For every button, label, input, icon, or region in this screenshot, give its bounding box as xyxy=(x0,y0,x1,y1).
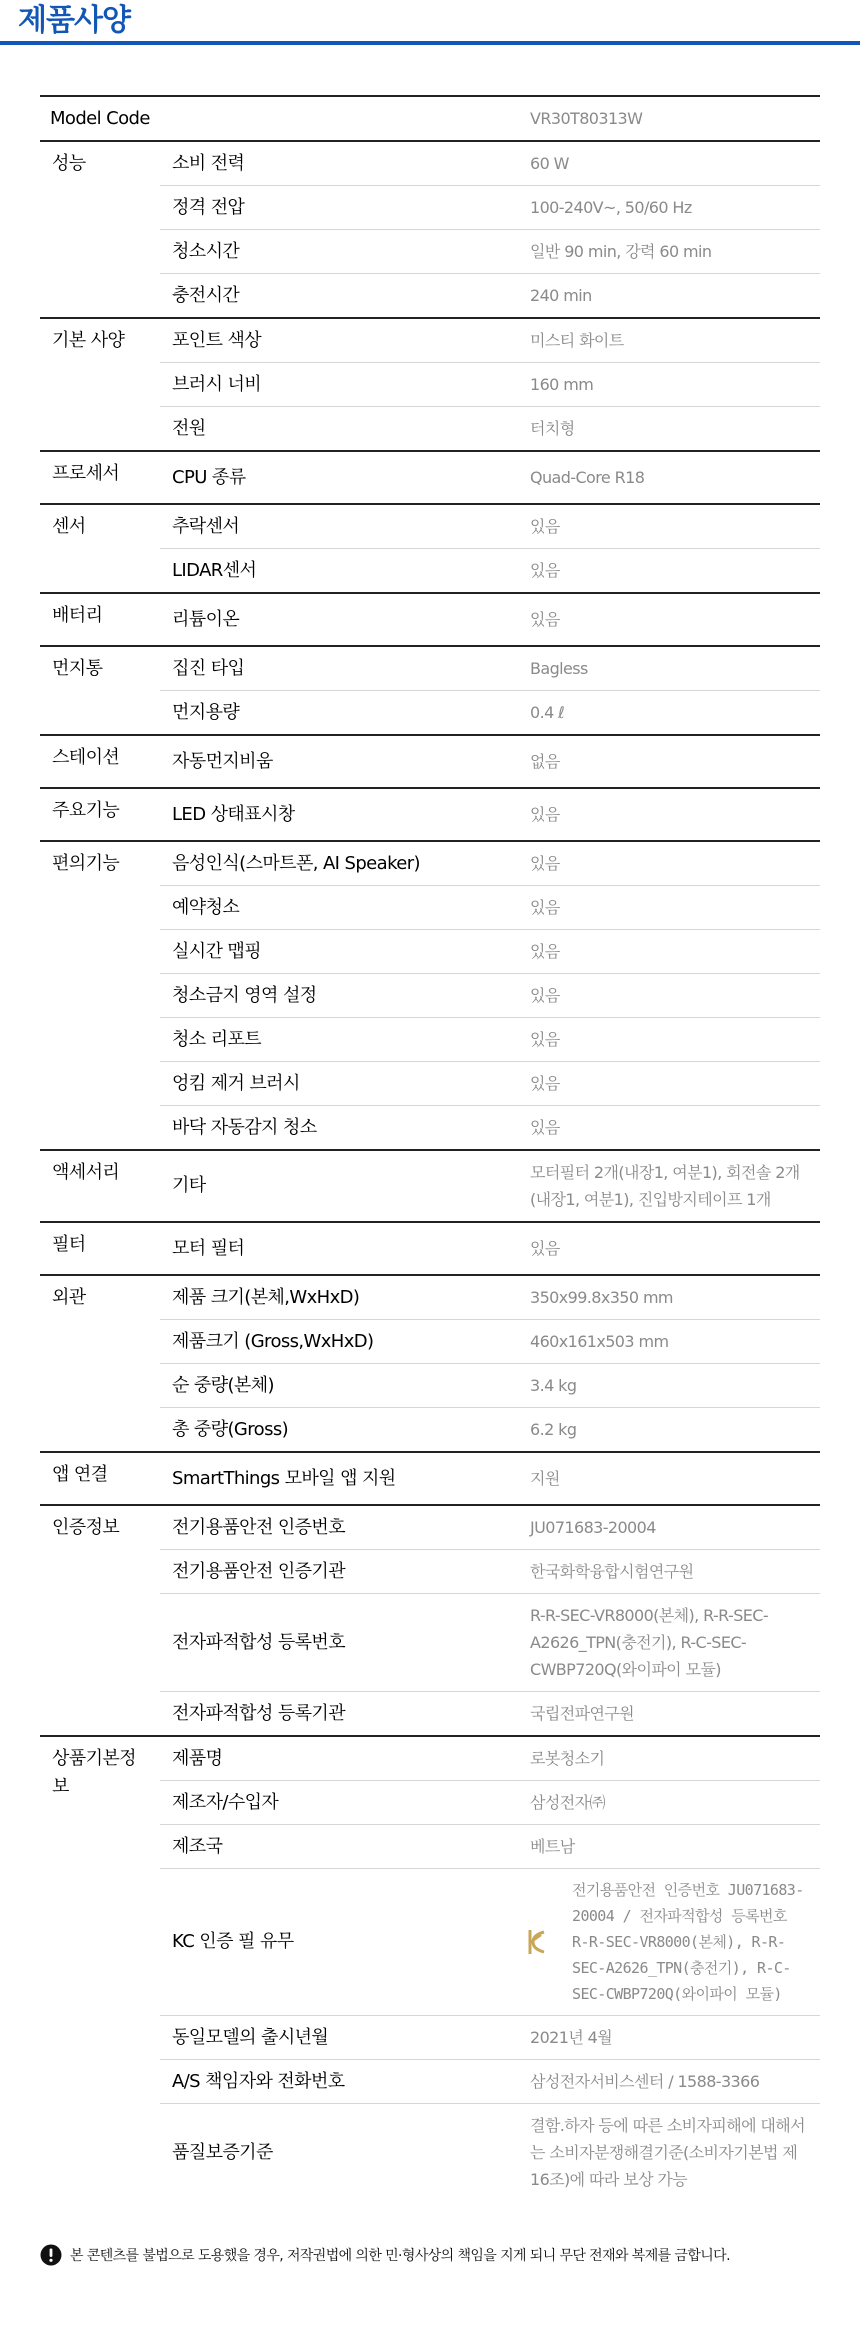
spec-label: 동일모델의 출시년월 xyxy=(160,2016,520,2060)
spec-label: 모터 필터 xyxy=(160,1222,520,1275)
spec-category: 배터리 xyxy=(40,593,160,646)
spec-value: 베트남 xyxy=(520,1825,820,1869)
spec-row xyxy=(40,504,820,549)
spec-label: 제품명 xyxy=(160,1736,520,1781)
spec-label: 예약청소 xyxy=(160,886,520,930)
copyright-notice xyxy=(40,2240,830,2270)
spec-value: 460x161x503 mm xyxy=(520,1320,820,1364)
spec-row xyxy=(40,788,820,841)
kc-mark-icon xyxy=(524,1926,548,1958)
page-title: 제품사양 xyxy=(18,3,130,38)
spec-label: 전기용품안전 인증기관 xyxy=(160,1550,520,1594)
spec-value: 60 W xyxy=(520,141,820,186)
spec-label: 전원 xyxy=(172,417,206,439)
spec-value: 3.4 kg xyxy=(520,1364,820,1408)
spec-value: 있음 xyxy=(530,1117,560,1137)
spec-value-kc xyxy=(520,1869,820,2016)
spec-label: 자동먼지비움 xyxy=(160,735,520,788)
spec-label: 품질보증기준 xyxy=(172,2141,273,2163)
spec-label: 청소금지 영역 설정 xyxy=(160,974,520,1018)
spec-label: 전자파적합성 등록기관 xyxy=(172,1702,346,1724)
title-underline xyxy=(0,41,860,45)
spec-value: 터치형 xyxy=(530,418,575,438)
spec-label: 순 중량(본체) xyxy=(160,1364,520,1408)
spec-value: 있음 xyxy=(520,930,820,974)
spec-value: 240 min xyxy=(530,285,592,305)
spec-category: 필터 xyxy=(40,1222,160,1275)
spec-category: 센서 xyxy=(40,504,160,593)
spec-label: 전자파적합성 등록번호 xyxy=(160,1594,520,1692)
spec-value: 삼성전자서비스센터 / 1588-3366 xyxy=(520,2060,820,2104)
spec-value: 없음 xyxy=(520,735,820,788)
spec-label: CPU 종류 xyxy=(160,451,520,504)
spec-value: 삼성전자㈜ xyxy=(520,1781,820,1825)
spec-value: 있음 xyxy=(530,560,560,580)
spec-value: 있음 xyxy=(520,1062,820,1106)
spec-value: 한국화학융합시험연구원 xyxy=(520,1550,820,1594)
spec-category: 상품기본정보 xyxy=(40,1736,160,2201)
kc-cert-text: 전기용품안전 인증번호 JU071683-20004 / 전자파적합성 등록번호 R-R-SEC-VR8000(본체), R-R-SEC-A2626_TPN(충전기), R-C-SEC-CWBP720Q(와이파이 모듈) xyxy=(572,1881,804,2003)
spec-row xyxy=(40,593,820,646)
spec-label: LED 상태표시창 xyxy=(160,788,520,841)
spec-value: 있음 xyxy=(520,1222,820,1275)
spec-label: 리튬이온 xyxy=(160,593,520,646)
spec-value: 결함.하자 등에 따른 소비자피해에 대해서는 소비자분쟁해결기준(소비자기본법 제16조)에 따라 보상 가능 xyxy=(530,2116,805,2189)
spec-category: 프로세서 xyxy=(40,451,160,504)
spec-row xyxy=(40,1736,820,1781)
spec-value: 일반 90 min, 강력 60 min xyxy=(520,230,820,274)
spec-label: 충전시간 xyxy=(172,284,240,306)
spec-value: 6.2 kg xyxy=(530,1419,577,1439)
spec-label: 집진 타입 xyxy=(160,646,520,691)
spec-label: 소비 전력 xyxy=(160,141,520,186)
spec-row xyxy=(40,1275,820,1320)
spec-label: 총 중량(Gross) xyxy=(172,1418,289,1440)
notice-text: 본 콘텐츠를 불법으로 도용했을 경우, 저작권법에 의한 민·형사상의 책임을 지게 되니 무단 전재와 복제를 금합니다. xyxy=(70,2248,730,2264)
spec-label: 전기용품안전 인증번호 xyxy=(160,1505,520,1550)
spec-value: 모터필터 2개(내장1, 여분1), 회전솔 2개(내장1, 여분1), 진입방지테이프 1개 xyxy=(520,1150,820,1222)
spec-category: 앱 연결 xyxy=(40,1452,160,1505)
spec-label: 정격 전압 xyxy=(160,186,520,230)
spec-value: 있음 xyxy=(520,788,820,841)
spec-value: R-R-SEC-VR8000(본체), R-R-SEC-A2626_TPN(충전기), R-C-SEC-CWBP720Q(와이파이 모듈) xyxy=(520,1594,820,1692)
spec-label: A/S 책임자와 전화번호 xyxy=(160,2060,520,2104)
spec-row xyxy=(40,1505,820,1550)
spec-category: 성능 xyxy=(40,141,160,318)
spec-label: 엉킴 제거 브러시 xyxy=(160,1062,520,1106)
spec-category: 액세서리 xyxy=(40,1150,160,1222)
page-header xyxy=(0,0,860,48)
spec-value: 0.4 ℓ xyxy=(530,702,565,722)
spec-label: 제품크기 (Gross,WxHxD) xyxy=(160,1320,520,1364)
spec-label: 바닥 자동감지 청소 xyxy=(172,1116,317,1138)
spec-value: Quad-Core R18 xyxy=(520,451,820,504)
spec-value: 있음 xyxy=(520,886,820,930)
spec-row xyxy=(40,1452,820,1505)
spec-label: 기타 xyxy=(160,1150,520,1222)
spec-row xyxy=(40,1150,820,1222)
spec-row xyxy=(40,735,820,788)
spec-label: 먼지용량 xyxy=(172,701,240,723)
spec-label: SmartThings 모바일 앱 지원 xyxy=(160,1452,520,1505)
spec-label: 제조자/수입자 xyxy=(160,1781,520,1825)
spec-value: 있음 xyxy=(520,841,820,886)
spec-label: 음성인식(스마트폰, AI Speaker) xyxy=(160,841,520,886)
spec-row xyxy=(40,1222,820,1275)
spec-row xyxy=(40,318,820,363)
spec-label: 추락센서 xyxy=(160,504,520,549)
spec-category: 외관 xyxy=(40,1275,160,1452)
spec-label: 실시간 맵핑 xyxy=(160,930,520,974)
spec-value: 100-240V~, 50/60 Hz xyxy=(520,186,820,230)
spec-category: 스테이션 xyxy=(40,735,160,788)
spec-label: 제조국 xyxy=(160,1825,520,1869)
spec-category: 인증정보 xyxy=(40,1505,160,1736)
spec-row xyxy=(40,96,820,141)
spec-label: 청소 리포트 xyxy=(160,1018,520,1062)
spec-category: 편의기능 xyxy=(40,841,160,1150)
spec-value: 있음 xyxy=(520,593,820,646)
spec-category: 먼지통 xyxy=(40,646,160,735)
kc-cert-block xyxy=(524,1877,808,2007)
spec-row xyxy=(40,841,820,886)
spec-table xyxy=(40,95,820,2201)
spec-row xyxy=(40,451,820,504)
spec-table-body xyxy=(40,96,820,2201)
spec-label: 브러시 너비 xyxy=(160,363,520,407)
spec-value: 미스티 화이트 xyxy=(520,318,820,363)
spec-label: KC 인증 필 유무 xyxy=(160,1869,520,2016)
spec-value: 350x99.8x350 mm xyxy=(520,1275,820,1320)
spec-category: 기본 사양 xyxy=(40,318,160,451)
spec-value: 로봇청소기 xyxy=(520,1736,820,1781)
spec-value: 160 mm xyxy=(520,363,820,407)
spec-category: 주요기능 xyxy=(40,788,160,841)
spec-category: Model Code xyxy=(40,96,520,141)
spec-row xyxy=(40,646,820,691)
exclamation-icon xyxy=(40,2244,62,2266)
spec-value: Bagless xyxy=(520,646,820,691)
spec-value: VR30T80313W xyxy=(520,96,820,141)
spec-value: JU071683-20004 xyxy=(520,1505,820,1550)
spec-value: 국립전파연구원 xyxy=(530,1703,635,1723)
spec-value: 있음 xyxy=(520,1018,820,1062)
spec-value: 있음 xyxy=(520,504,820,549)
spec-label: 포인트 색상 xyxy=(160,318,520,363)
spec-label: 청소시간 xyxy=(160,230,520,274)
spec-value: 2021년 4월 xyxy=(520,2016,820,2060)
spec-label: LIDAR센서 xyxy=(172,559,257,581)
spec-row xyxy=(40,141,820,186)
spec-label: 제품 크기(본체,WxHxD) xyxy=(160,1275,520,1320)
spec-value: 지원 xyxy=(520,1452,820,1505)
spec-value: 있음 xyxy=(520,974,820,1018)
